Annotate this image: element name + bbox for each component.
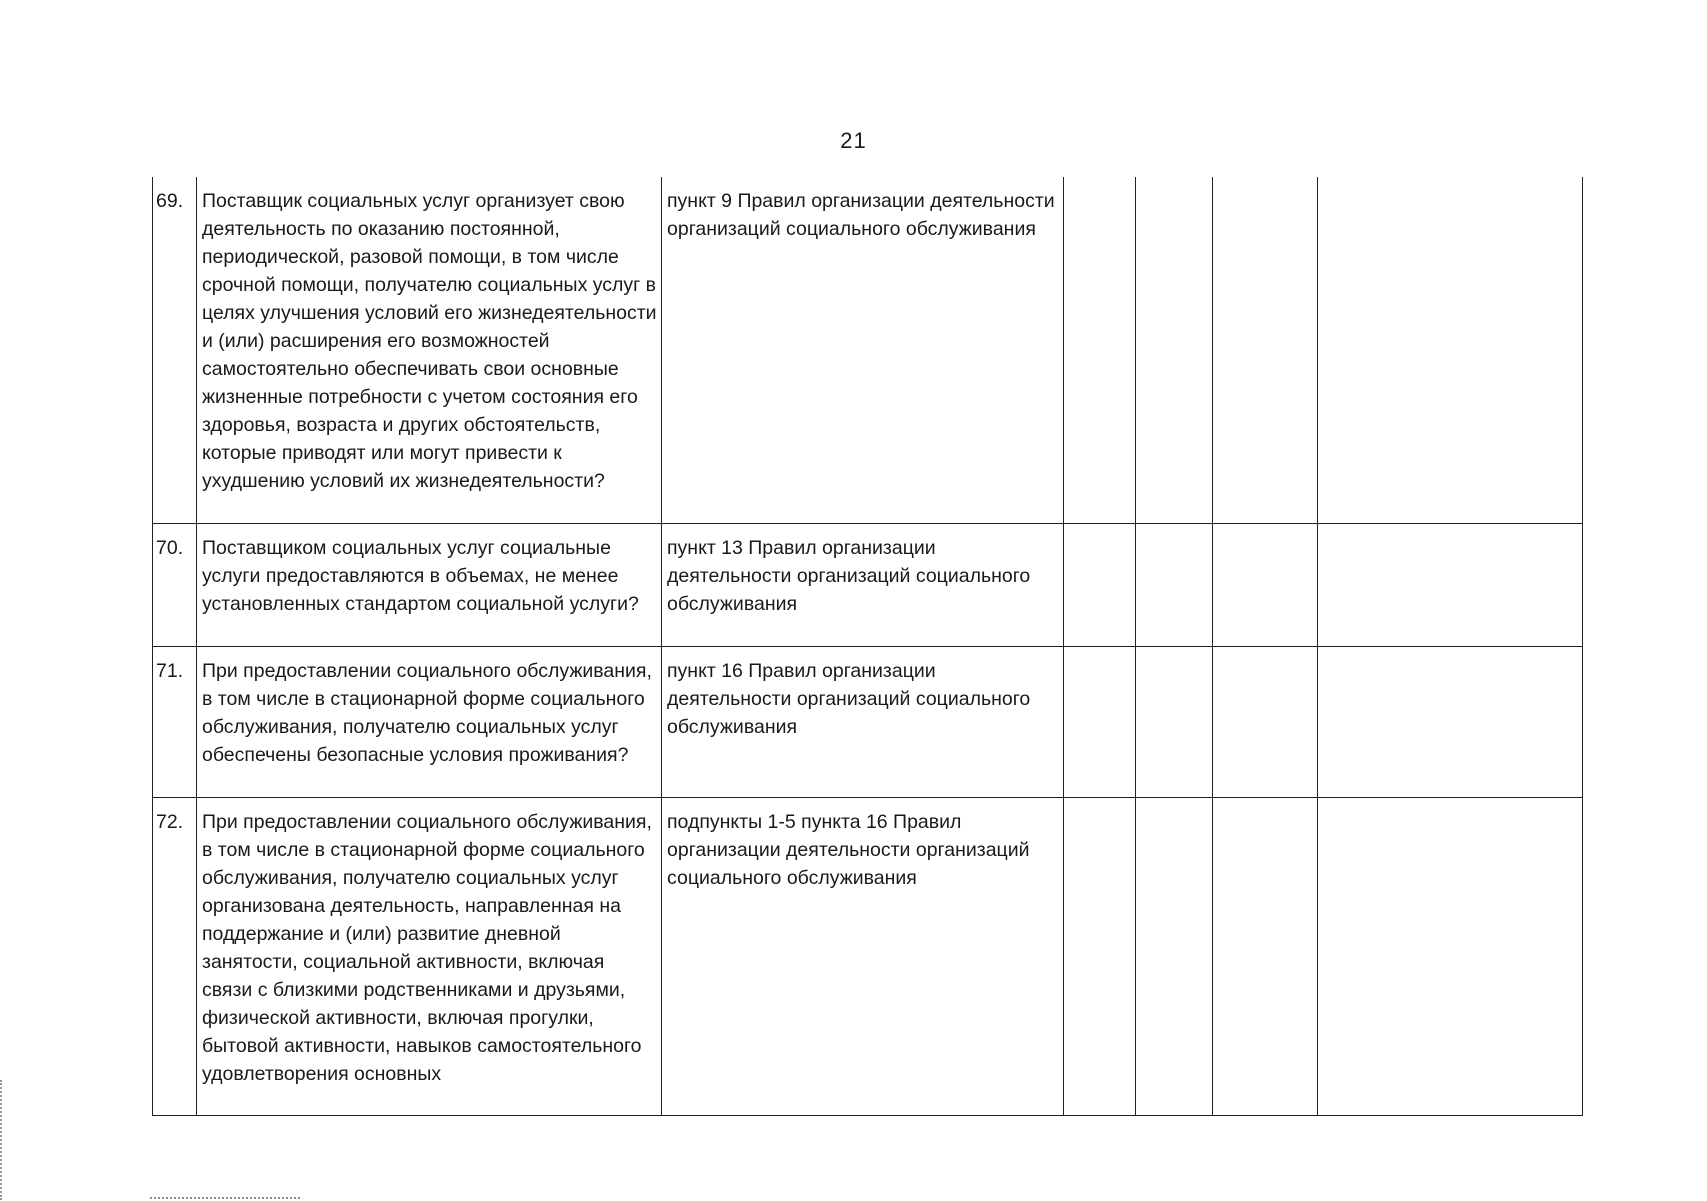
table-row	[153, 177, 1583, 523]
answer-yes-cell	[1064, 177, 1136, 523]
question-cell: Поставщиком социальных услуг социальные услуги предоставляются в объемах, не менее установленных стандартом социальной услуги?	[197, 523, 662, 646]
answer-yes-cell	[1064, 797, 1136, 1115]
answer-na-cell	[1213, 797, 1318, 1115]
row-number: 69.	[153, 177, 197, 523]
answer-no-cell	[1136, 797, 1213, 1115]
checklist-table-container	[152, 177, 1583, 1116]
reference-cell: пункт 16 Правил организации деятельности организаций социального обслуживания	[662, 646, 1064, 797]
table-row	[153, 797, 1583, 1115]
answer-yes-cell	[1064, 523, 1136, 646]
answer-no-cell	[1136, 177, 1213, 523]
checklist-table	[152, 177, 1583, 1116]
notes-cell	[1318, 523, 1583, 646]
reference-cell: пункт 9 Правил организации деятельности организаций социального обслуживания	[662, 177, 1064, 523]
answer-na-cell	[1213, 177, 1318, 523]
table-row	[153, 523, 1583, 646]
row-number: 70.	[153, 523, 197, 646]
answer-no-cell	[1136, 646, 1213, 797]
row-number: 72.	[153, 797, 197, 1115]
scan-artifact-bottom	[150, 1197, 300, 1201]
notes-cell	[1318, 177, 1583, 523]
question-cell: При предоставлении социального обслуживания, в том числе в стационарной форме социального обслуживания, получателю социальных услуг организована деятельность, направленная на поддержание и (или) развитие дневной занятости, социальной активности, включая связи с близкими родственниками и друзьями, физической активности, включая прогулки, бытовой активности, навыков самостоятельного удовлетворения основных	[197, 797, 662, 1115]
answer-no-cell	[1136, 523, 1213, 646]
reference-cell: пункт 13 Правил организации деятельности организаций социального обслуживания	[662, 523, 1064, 646]
question-cell: При предоставлении социального обслуживания, в том числе в стационарной форме социального обслуживания, получателю социальных услуг обеспечены безопасные условия проживания?	[197, 646, 662, 797]
page-number: 21	[840, 128, 867, 153]
row-number: 71.	[153, 646, 197, 797]
answer-yes-cell	[1064, 646, 1136, 797]
scan-artifact-left-edge	[0, 1080, 4, 1200]
notes-cell	[1318, 646, 1583, 797]
answer-na-cell	[1213, 523, 1318, 646]
reference-cell: подпункты 1-5 пункта 16 Правил организации деятельности организаций социального обслуживания	[662, 797, 1064, 1115]
notes-cell	[1318, 797, 1583, 1115]
question-cell: Поставщик социальных услуг организует свою деятельность по оказанию постоянной, периодической, разовой помощи, в том числе срочной помощи, получателю социальных услуг в целях улучшения условий его жизнедеятельности и (или) расширения его возможностей самостоятельно обеспечивать свои основные жизненные потребности с учетом состояния его здоровья, возраста и других обстоятельств, которые приводят или могут привести к ухудшению условий их жизнедеятельности?	[197, 177, 662, 523]
table-row	[153, 646, 1583, 797]
answer-na-cell	[1213, 646, 1318, 797]
